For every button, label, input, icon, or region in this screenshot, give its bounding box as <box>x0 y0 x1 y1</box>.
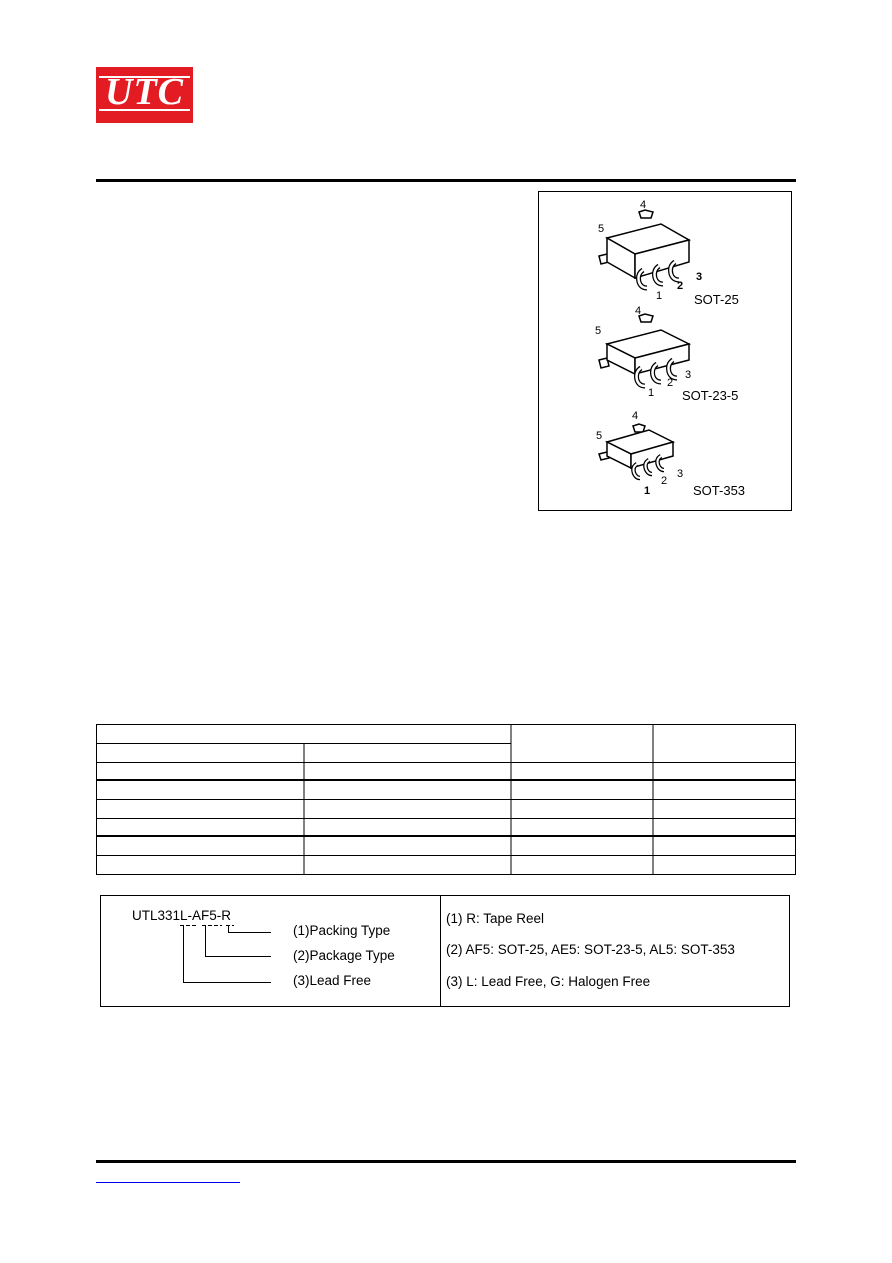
note-packing: (1) R: Tape Reel <box>446 911 545 926</box>
note-lead-free: (3) L: Lead Free, G: Halogen Free <box>446 974 651 989</box>
sot-23-5-pin-3: 3 <box>685 369 692 381</box>
label-packing-type: (1)Packing Type <box>293 923 391 938</box>
sot-25-pin-3: 3 <box>696 271 703 283</box>
footer-rule <box>96 1160 796 1163</box>
sot-353-pin-5: 5 <box>596 430 603 442</box>
logo-text: UTC <box>105 71 184 113</box>
sot-25-pin-1: 1 <box>656 290 663 302</box>
sot-23-5-pin-4: 4 <box>635 305 642 317</box>
sot-23-5-label: SOT-23-5 <box>682 388 739 403</box>
header-rule <box>96 179 796 182</box>
sot-353-pin-2: 2 <box>661 475 668 487</box>
sot-353-label: SOT-353 <box>693 483 746 498</box>
package-drawing-sot-25 <box>599 210 689 288</box>
package-drawing-sot-353 <box>599 424 673 478</box>
sot-23-5-pin-1: 1 <box>648 387 655 399</box>
label-package-type: (2)Package Type <box>293 948 395 963</box>
sot-25-pin-5: 5 <box>598 223 605 235</box>
part-number: UTL331L-AF5-R <box>132 908 232 923</box>
ordering-code-divider <box>440 896 441 1006</box>
sot-25-pin-4: 4 <box>640 199 647 211</box>
label-lead-free: (3)Lead Free <box>293 973 372 988</box>
ordering-code-box <box>100 895 790 1007</box>
sot-353-pin-1: 1 <box>644 485 651 497</box>
utc-logo <box>96 67 193 123</box>
package-diagrams <box>538 191 792 511</box>
ordering-table <box>96 724 796 875</box>
sot-25-label: SOT-25 <box>694 292 739 307</box>
footer-website-link[interactable] <box>96 1172 240 1183</box>
sot-23-5-pin-5: 5 <box>595 325 602 337</box>
sot-353-pin-3: 3 <box>677 468 684 480</box>
note-package: (2) AF5: SOT-25, AE5: SOT-23-5, AL5: SOT-353 <box>446 942 735 957</box>
sot-353-pin-4: 4 <box>632 410 639 422</box>
sot-23-5-pin-2: 2 <box>667 377 674 389</box>
package-drawing-sot-23-5 <box>599 314 692 386</box>
sot-25-pin-2: 2 <box>677 280 684 292</box>
